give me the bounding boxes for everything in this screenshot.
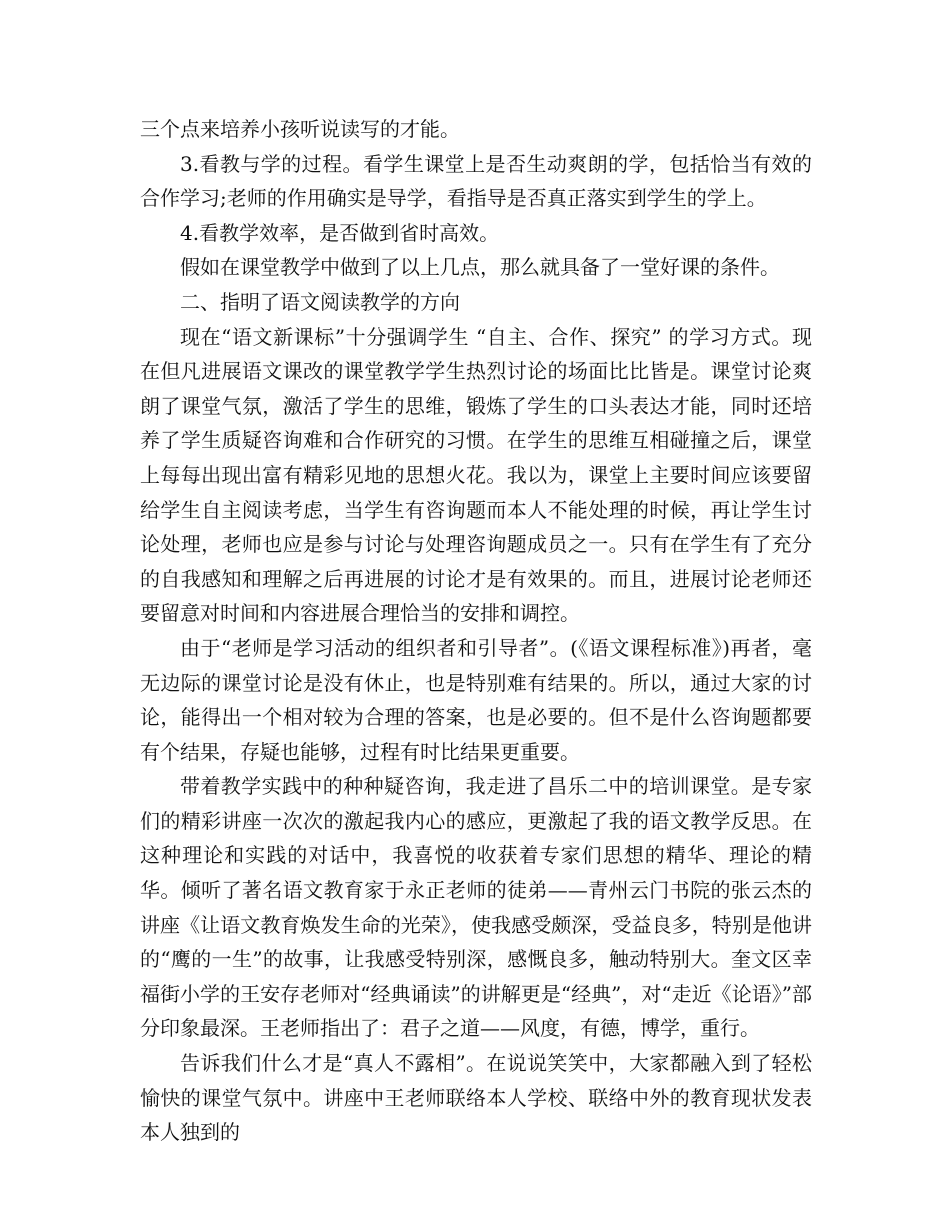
paragraph-summary: 假如在课堂教学中做到了以上几点，那么就具备了一堂好课的条件。 (180, 255, 780, 280)
paragraph-point-3: 3.看教与学的过程。看学生课堂上是否生动爽朗的学，包括恰当有效的合作学习;老师的作用确实是导学，看指导是否真正落实到学生的学上。 (140, 151, 812, 211)
paragraph-lecture: 告诉我们什么才是“真人不露相”。在说说笑笑中，大家都融入到了轻松愉快的课堂气氛中。讲座中王老师联络本人学校、联络中外的教育现状发表本人独到的 (140, 1051, 812, 1145)
section-heading: 二、指明了语文阅读教学的方向 (180, 289, 460, 314)
paragraph-training: 带着教学实践中的种种疑咨询，我走进了昌乐二中的培训课堂。是专家们的精彩讲座一次次的激起我内心的感应，更激起了我的语文教学反思。在这种理论和实践的对话中，我喜悦的收获着专家们思想的精华、理论的精华。倾听了著名语文教育家于永正老师的徒弟——青州云门书院的张云杰的讲座《让语文教育焕发生命的光荣》，使我感受颇深，受益良多，特别是他讲的“鹰的一生”的故事，让我感受特别深，感慨良多，触动特别大。奎文区幸福街小学的王安存老师对“经典诵读”的讲解更是“经典”，对“走近《论语》”部分印象最深。王老师指出了：君子之道——风度，有德，博学，重行。 (140, 774, 812, 1041)
paragraph-point-4: 4.看教学效率，是否做到省时高效。 (180, 220, 500, 245)
document-body (140, 112, 812, 1150)
paragraph-teacher-role: 由于“老师是学习活动的组织者和引导者”。(《语文课程标准》)再者，毫无边际的课堂讨论是没有休止，也是特别难有结果的。所以，通过大家的讨论，能得出一个相对较为合理的答案，也是必要的。但不是什么咨询题都要有个结果，存疑也能够，过程有时比结果更重要。 (140, 635, 812, 764)
paragraph-continuation: 三个点来培养小孩听说读写的才能。 (140, 117, 460, 141)
paragraph-discussion: 现在“语文新课标”十分强调学生 “自主、合作、探究” 的学习方式。现在但凡进展语文课改的课堂教学学生热烈讨论的场面比比皆是。课堂讨论爽朗了课堂气氛，激活了学生的思维，锻炼了学生的口头表达才能，同时还培养了学生质疑咨询难和合作研究的习惯。在学生的思维互相碰撞之后，课堂上每每出现出富有精彩见地的思想火花。我以为，课堂上主要时间应该要留给学生自主阅读考虑，当学生有咨询题而本人不能处理的时候，再让学生讨论处理，老师也应是参与讨论与处理咨询题成员之一。只有在学生有了充分的自我感知和理解之后再进展的讨论才是有效果的。而且，进展讨论老师还要留意对时间和内容进展合理恰当的安排和调控。 (140, 324, 812, 626)
